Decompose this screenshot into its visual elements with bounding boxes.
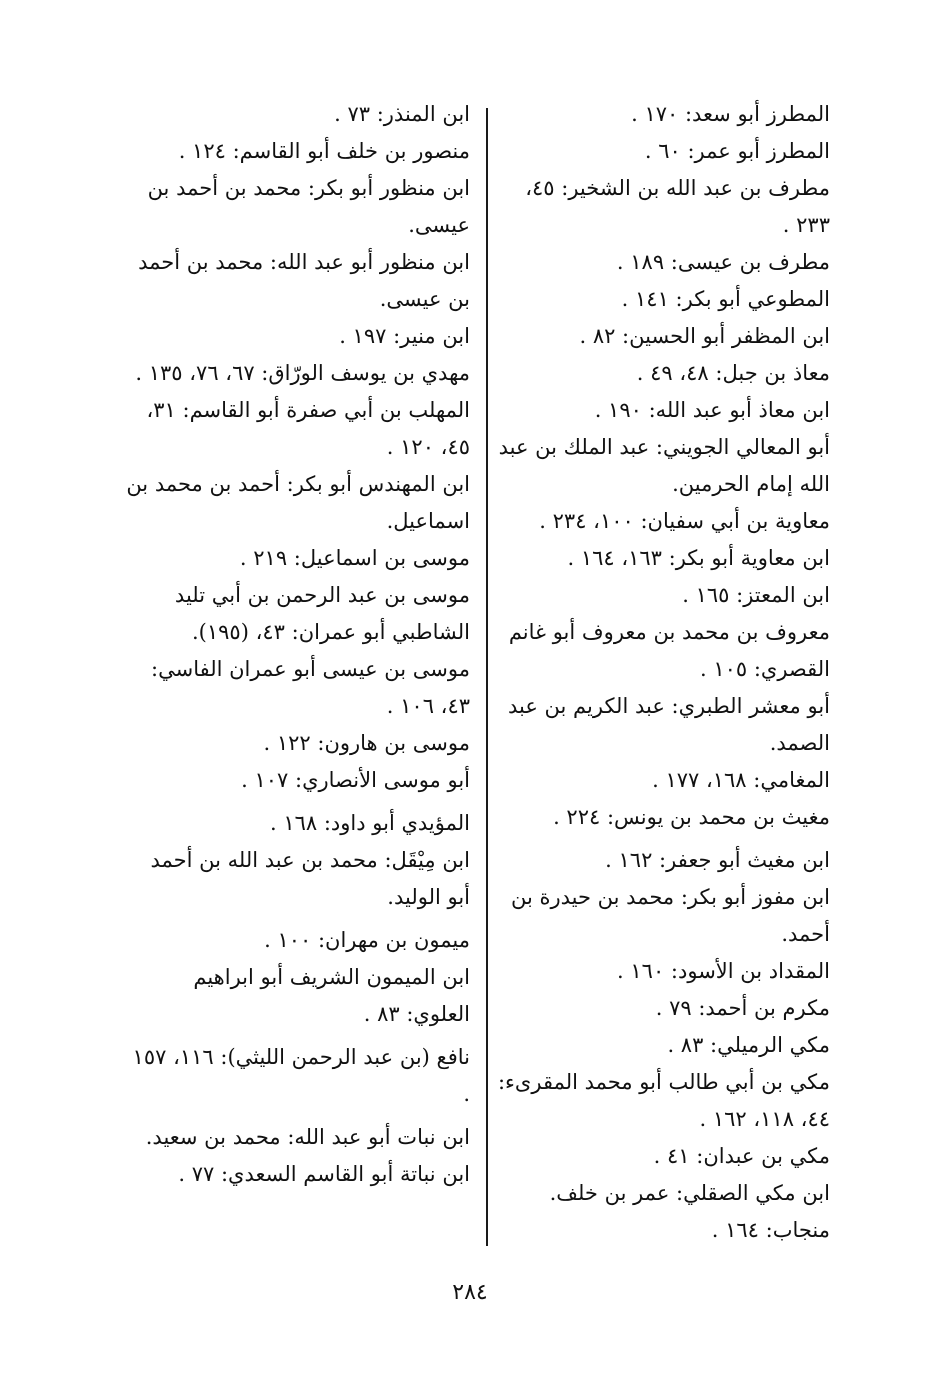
index-entry: ابن الميمون الشريف أبو ابراهيم العلوي: ٨٣ .	[193, 965, 470, 1026]
index-entry: مكي الرميلي: ٨٣ .	[667, 1033, 830, 1057]
index-entry: نافع (بن عبد الرحمن الليثي): ١١٦، ١٥٧ .	[132, 1045, 470, 1106]
index-entry: ابن منير: ١٩٧ .	[339, 324, 470, 348]
index-entry: ابن معاوية أبو بكر: ١٦٣، ١٦٤ .	[567, 546, 830, 570]
index-entry: أبو معشر الطبري: عبد الكريم بن عبد الصمد.	[507, 694, 830, 755]
index-entry: معروف بن محمد بن معروف أبو غانم القصري: ١٠٥ .	[508, 620, 830, 681]
index-column-right	[485, 96, 830, 1249]
index-entry: منجاب: ١٦٤ .	[711, 1218, 830, 1242]
index-entry: مطرف بن عبد الله بن الشخير: ٤٥، ٢٣٣ .	[525, 176, 830, 237]
index-entry: ابن المهندس أبو بكر: أحمد بن محمد بن اسماعيل.	[126, 472, 470, 533]
index-entry: موسى بن عبد الرحمن بن أبي تليد الشاطبي أبو عمران: ٤٣، (١٩٥).	[174, 583, 470, 644]
index-entry: ابن منظور أبو بكر: محمد بن أحمد بن عيسى.	[147, 176, 470, 237]
index-entry: المطوعي أبو بكر: ١٤١ .	[621, 287, 830, 311]
index-entry: ابن المظفر أبو الحسين: ٨٢ .	[579, 324, 830, 348]
index-entry: المطرز أبو سعد: ١٧٠ .	[631, 102, 830, 126]
index-entry: المطرز أبو عمر: ٦٠ .	[644, 139, 830, 163]
index-entry: مكي بن عبدان: ٤١ .	[653, 1144, 830, 1168]
index-entry: ابن منظور أبو عبد الله: محمد بن أحمد بن عيسى.	[138, 250, 470, 311]
index-entry: المغامي: ١٦٨، ١٧٧ .	[652, 768, 830, 792]
index-entry: المؤيدي أبو داود: ١٦٨ .	[269, 811, 470, 835]
index-entry: معاوية بن أبي سفيان: ١٠٠، ٢٣٤ .	[539, 509, 830, 533]
index-entry: ابن مِيْقَل: محمد بن عبد الله بن أحمد أبو الوليد.	[150, 848, 470, 909]
index-entry: ابن مغيث أبو جعفر: ١٦٢ .	[605, 848, 830, 872]
index-entry: مكي بن أبي طالب أبو محمد المقرىء: ٤٤، ١١٨، ١٦٢ .	[497, 1070, 830, 1131]
index-entry: ابن المنذر: ٧٣ .	[334, 102, 470, 126]
index-entry: ابن معاذ أبو عبد الله: ١٩٠ .	[594, 398, 830, 422]
index-entry: ابن المعتز: ١٦٥ .	[682, 583, 830, 607]
index-entry: ابن نباتة أبو القاسم السعدي: ٧٧ .	[178, 1162, 470, 1186]
index-entry: مكرم بن أحمد: ٧٩ .	[655, 996, 830, 1020]
index-entry: ميمون بن مهران: ١٠٠ .	[264, 928, 470, 952]
index-entry: موسى بن عيسى أبو عمران الفاسي: ٤٣، ١٠٦ .	[151, 657, 470, 718]
index-entry: المهلب بن أبي صفرة أبو القاسم: ٣١، ٤٥، ١٢٠ .	[146, 398, 470, 459]
index-entry: معاذ بن جبل: ٤٨، ٤٩ .	[636, 361, 830, 385]
index-entry: موسى بن اسماعيل: ٢١٩ .	[239, 546, 470, 570]
index-column-left	[125, 96, 470, 1193]
index-entry: ابن مفوز أبو بكر: محمد بن حيدرة بن أحمد.	[511, 885, 830, 946]
page-number: ٢٨٤	[452, 1280, 488, 1305]
index-entry: مهدي بن يوسف الورّاق: ٦٧، ٧٦، ١٣٥ .	[135, 361, 470, 385]
index-entry: مغيث بن محمد بن يونس: ٢٢٤ .	[553, 805, 830, 829]
index-entry: ابن نبات أبو عبد الله: محمد بن سعيد.	[145, 1125, 470, 1149]
index-entry: موسى بن هارون: ١٢٢ .	[263, 731, 470, 755]
column-divider	[486, 108, 488, 1246]
index-entry: المقداد بن الأسود: ١٦٠ .	[617, 959, 830, 983]
index-entry: مطرف بن عيسى: ١٨٩ .	[616, 250, 830, 274]
index-entry: أبو موسى الأنصاري: ١٠٧ .	[241, 768, 470, 792]
index-entry: ابن مكي الصقلي: عمر بن خلف.	[549, 1181, 830, 1205]
index-entry: أبو المعالي الجويني: عبد الملك بن عبد الله إمام الحرمين.	[498, 435, 830, 496]
index-entry: منصور بن خلف أبو القاسم: ١٢٤ .	[178, 139, 470, 163]
